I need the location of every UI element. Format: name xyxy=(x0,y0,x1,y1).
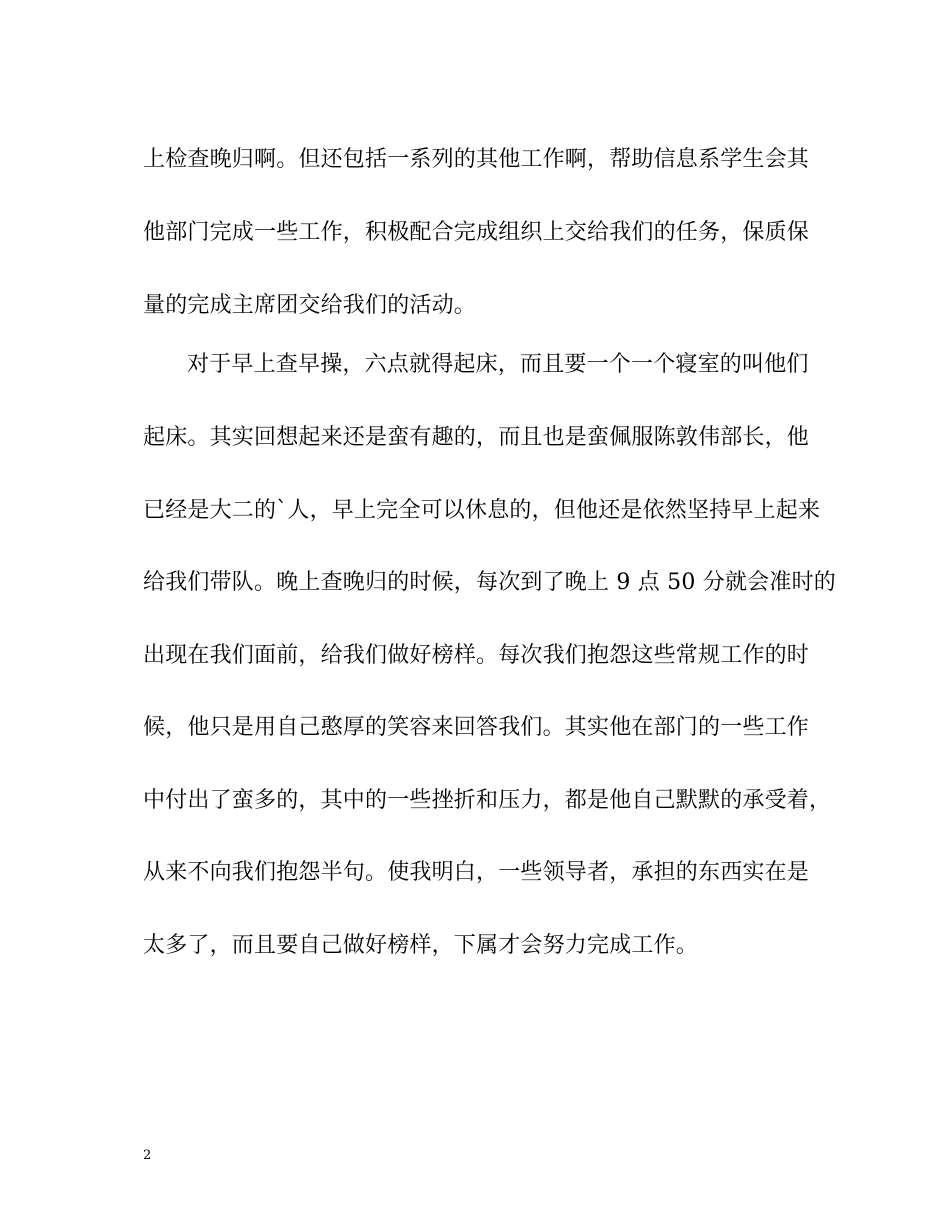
text-line: 对于早上查早操，六点就得起床，而且要一个一个寝室的叫他们 xyxy=(187,352,809,377)
text-line: 中付出了蛮多的，其中的一些挫折和压力，都是他自己默默的承受着， xyxy=(143,788,832,813)
text-line: 从来不向我们抱怨半句。使我明白，一些领导者，承担的东西实在是 xyxy=(143,860,810,885)
text-line: 量的完成主席团交给我们的活动。 xyxy=(143,293,477,318)
text-line: 上检查晚归啊。但还包括一系列的其他工作啊，帮助信息系学生会其 xyxy=(143,147,810,172)
text-line: 太多了，而且要自己做好榜样，下属才会努力完成工作。 xyxy=(143,933,699,958)
text-line: 出现在我们面前，给我们做好榜样。每次我们抱怨这些常规工作的时 xyxy=(143,643,810,668)
page-number: 2 xyxy=(143,1148,152,1163)
text-line: 候，他只是用自己憨厚的笑容来回答我们。其实他在部门的一些工作 xyxy=(143,715,810,740)
text-line: 给我们带队。晚上查晚归的时候，每次到了晚上 9 点 50 分就会准时的 xyxy=(143,570,836,595)
text-line: 他部门完成一些工作，积极配合完成组织上交给我们的任务，保质保 xyxy=(143,220,810,245)
text-line: 已经是大二的`人，早上完全可以休息的，但他还是依然坚持早上起来 xyxy=(143,498,821,523)
text-line: 起床。其实回想起来还是蛮有趣的，而且也是蛮佩服陈敦伟部长，他 xyxy=(143,425,810,450)
